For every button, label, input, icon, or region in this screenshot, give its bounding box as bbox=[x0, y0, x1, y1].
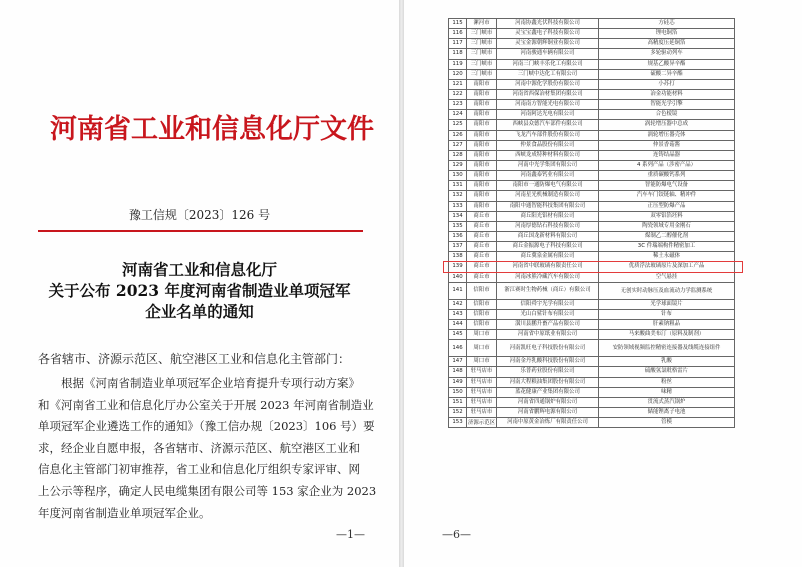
cell-company: 河南金丹乳酸科技股份有限公司 bbox=[497, 357, 599, 367]
cell-city: 南阳市 bbox=[467, 79, 497, 89]
cell-company: 光山白鲨针布有限公司 bbox=[497, 309, 599, 319]
table-row bbox=[449, 418, 735, 428]
cell-product: 储能锂离子电池 bbox=[599, 407, 735, 417]
cell-city: 驻马店市 bbox=[467, 377, 497, 387]
cell-product: 智能防爆电气设备 bbox=[599, 181, 735, 191]
cell-company: 河南厚德钻石科技有限公司 bbox=[497, 221, 599, 231]
cell-company: 河南省中原纸业有限公司 bbox=[497, 330, 599, 340]
cell-city: 南阳市 bbox=[467, 181, 497, 191]
cell-city: 南阳市 bbox=[467, 110, 497, 120]
cell-city: 济源示范区 bbox=[467, 418, 497, 428]
cell-city: 三门峡市 bbox=[467, 49, 497, 59]
cell-product: 马来酸曲美布汀（原料及制剂） bbox=[599, 330, 735, 340]
notice-title-line: 企业名单的通知 bbox=[145, 302, 254, 321]
cell-company: 蓝花健康产业集团有限公司 bbox=[497, 387, 599, 397]
body-line: 和《河南省工业和信息化厅办公室关于开展 2023 年河南省制造业 bbox=[38, 397, 374, 412]
table-row bbox=[449, 19, 735, 29]
cell-city: 南阳市 bbox=[467, 89, 497, 99]
cell-city: 周口市 bbox=[467, 340, 497, 357]
cell-product: 锂电铜箔 bbox=[599, 29, 735, 39]
body-line: 求，经企业自愿申报，各省辖市、济源示范区、航空港区工业和 bbox=[38, 440, 360, 455]
cell-product: 方硅芯 bbox=[599, 19, 735, 29]
cell-city: 南阳市 bbox=[467, 160, 497, 170]
cell-company: 飞龙汽车部件股份有限公司 bbox=[497, 130, 599, 140]
cell-city: 三门峡市 bbox=[467, 39, 497, 49]
cell-no: 136 bbox=[449, 231, 467, 241]
cell-company: 河南南方智能光电有限公司 bbox=[497, 100, 599, 110]
table-row bbox=[449, 191, 735, 201]
cell-company: 河南阿达光电有限公司 bbox=[497, 110, 599, 120]
page-number-right: —6— bbox=[442, 528, 471, 541]
cell-city: 驻马店市 bbox=[467, 407, 497, 417]
table-row bbox=[449, 407, 735, 417]
cell-product: 汽车车门铰链轴、精冲件 bbox=[599, 191, 735, 201]
table-row bbox=[449, 377, 735, 387]
cell-no: 148 bbox=[449, 367, 467, 377]
cell-city: 信阳市 bbox=[467, 309, 497, 319]
table-row bbox=[449, 69, 735, 79]
cell-no: 147 bbox=[449, 357, 467, 367]
cell-product: 涡轮增压器中总成 bbox=[599, 120, 735, 130]
cell-no: 118 bbox=[449, 49, 467, 59]
table-row bbox=[449, 367, 735, 377]
cell-company: 西峡龙成特种材料有限公司 bbox=[497, 150, 599, 160]
cell-no: 139 bbox=[449, 262, 467, 272]
cell-product: 针布 bbox=[599, 309, 735, 319]
cell-company: 西峡县众德汽车部件有限公司 bbox=[497, 120, 599, 130]
notice-title bbox=[0, 259, 399, 322]
cell-no: 146 bbox=[449, 340, 467, 357]
notice-title-line: 关于公布 2023 年度河南省制造业单项冠军 bbox=[48, 281, 351, 300]
table-row bbox=[449, 100, 735, 110]
cell-no: 151 bbox=[449, 397, 467, 407]
cell-product: 优质浮法玻璃原片及深加工产品 bbox=[599, 262, 735, 272]
cell-city: 三门峡市 bbox=[467, 69, 497, 79]
cell-no: 149 bbox=[449, 377, 467, 387]
cell-city: 南阳市 bbox=[467, 150, 497, 160]
cell-company: 南阳中通智能科技集团有限公司 bbox=[497, 201, 599, 211]
cell-city: 三门峡市 bbox=[467, 59, 497, 69]
table-row bbox=[449, 387, 735, 397]
document-header-title: 河南省工业和信息化厅文件 bbox=[50, 114, 374, 145]
cell-city: 商丘市 bbox=[467, 262, 497, 272]
cell-no: 126 bbox=[449, 130, 467, 140]
cell-product: 粉丝 bbox=[599, 377, 735, 387]
cell-no: 130 bbox=[449, 171, 467, 181]
cell-company: 三门峡中达化工有限公司 bbox=[497, 69, 599, 79]
cell-no: 142 bbox=[449, 299, 467, 309]
cell-company: 商丘国龙新材料有限公司 bbox=[497, 231, 599, 241]
cell-product: 味精 bbox=[599, 387, 735, 397]
cell-company: 浙江赛时生物药械（商丘）有限公司 bbox=[497, 282, 599, 299]
cell-product: 冶金功能材料 bbox=[599, 89, 735, 99]
cell-company: 河南中源化学股份有限公司 bbox=[497, 79, 599, 89]
table-row bbox=[449, 160, 735, 170]
table-row bbox=[449, 140, 735, 150]
cell-city: 商丘市 bbox=[467, 221, 497, 231]
cell-city: 商丘市 bbox=[467, 242, 497, 252]
cell-product: 小苏打 bbox=[599, 79, 735, 89]
cell-no: 116 bbox=[449, 29, 467, 39]
cell-city: 商丘市 bbox=[467, 252, 497, 262]
cell-no: 119 bbox=[449, 59, 467, 69]
cell-city: 南阳市 bbox=[467, 140, 497, 150]
cell-company: 商丘阳光铝材有限公司 bbox=[497, 211, 599, 221]
cell-city: 南阳市 bbox=[467, 191, 497, 201]
cell-city: 南阳市 bbox=[467, 201, 497, 211]
cell-company: 河南冰熊冷藏汽车有限公司 bbox=[497, 272, 599, 282]
table-row bbox=[449, 299, 735, 309]
table-row bbox=[449, 49, 735, 59]
cell-company: 河南省四通锅炉有限公司 bbox=[497, 397, 599, 407]
body-line: 单项冠军企业遴选工作的通知》（豫工信办规〔2023〕106 号）要 bbox=[38, 419, 375, 434]
cell-no: 140 bbox=[449, 272, 467, 282]
cell-no: 145 bbox=[449, 330, 467, 340]
cell-no: 153 bbox=[449, 418, 467, 428]
table-row bbox=[449, 211, 735, 221]
cell-no: 124 bbox=[449, 110, 467, 120]
cell-product: 硫酸氢氯吡格雷片 bbox=[599, 367, 735, 377]
cell-company: 灵宝金源朝辉铜业有限公司 bbox=[497, 39, 599, 49]
table-row bbox=[449, 231, 735, 241]
champion-list-body bbox=[449, 19, 735, 428]
cell-no: 129 bbox=[449, 160, 467, 170]
table-row bbox=[449, 272, 735, 282]
cell-no: 125 bbox=[449, 120, 467, 130]
cell-company: 河南省中联玻璃有限责任公司 bbox=[497, 262, 599, 272]
left-page bbox=[0, 0, 399, 567]
cell-company: 灵宝宝鑫电子科技有限公司 bbox=[497, 29, 599, 39]
cell-no: 144 bbox=[449, 319, 467, 329]
cell-product: 合色棱镜 bbox=[599, 110, 735, 120]
cell-no: 117 bbox=[449, 39, 467, 49]
table-row bbox=[449, 110, 735, 120]
cell-company: 河南骏通车辆有限公司 bbox=[497, 49, 599, 59]
cell-city: 驻马店市 bbox=[467, 367, 497, 377]
cell-product: 多轮驱动列车 bbox=[599, 49, 735, 59]
cell-product: 4 系列产品（涉密产品） bbox=[599, 160, 735, 170]
cell-company: 商丘金振源电子科技有限公司 bbox=[497, 242, 599, 252]
body-text bbox=[38, 373, 377, 524]
cell-product: 硫酸二异辛酯 bbox=[599, 69, 735, 79]
cell-company: 潢川县鹏升畜产品有限公司 bbox=[497, 319, 599, 329]
cell-city: 信阳市 bbox=[467, 319, 497, 329]
cell-city: 周口市 bbox=[467, 357, 497, 367]
cell-city: 南阳市 bbox=[467, 171, 497, 181]
table-row bbox=[449, 340, 735, 357]
table-row bbox=[449, 39, 735, 49]
cell-product: 规基乙酸异辛酯 bbox=[599, 59, 735, 69]
cell-no: 134 bbox=[449, 211, 467, 221]
table-row bbox=[449, 201, 735, 211]
body-line: 年度河南省制造业单项冠军企业。 bbox=[38, 505, 211, 520]
notice-title-line: 河南省工业和信息化厅 bbox=[121, 260, 277, 279]
cell-company: 河南三门峡丰乐化工有限公司 bbox=[497, 59, 599, 69]
body-line: 根据《河南省制造业单项冠军企业培育提升专项行动方案》 bbox=[61, 376, 360, 390]
cell-no: 143 bbox=[449, 309, 467, 319]
cell-product: 稀土永磁体 bbox=[599, 252, 735, 262]
cell-product: 3C 件瑞端构件精密加工 bbox=[599, 242, 735, 252]
table-row bbox=[449, 221, 735, 231]
cell-company: 乐普药业股份有限公司 bbox=[497, 367, 599, 377]
cell-city: 商丘市 bbox=[467, 211, 497, 221]
table-row bbox=[449, 242, 735, 252]
cell-no: 150 bbox=[449, 387, 467, 397]
cell-company: 南阳市一通防爆电气有限公司 bbox=[497, 181, 599, 191]
cell-product: 双零铝箔坯料 bbox=[599, 211, 735, 221]
cell-product: 无创实时动脉压及血流动力学监测系统 bbox=[599, 282, 735, 299]
table-row bbox=[449, 150, 735, 160]
document-number: 豫工信规〔2023〕126 号 bbox=[128, 208, 271, 222]
salutation: 各省辖市、济源示范区、航空港区工业和信息化主管部门： bbox=[38, 352, 351, 366]
cell-no: 132 bbox=[449, 191, 467, 201]
table-row bbox=[449, 29, 735, 39]
table-row bbox=[449, 357, 735, 367]
cell-city: 南阳市 bbox=[467, 100, 497, 110]
cell-company: 河南鑫泰钙业有限公司 bbox=[497, 171, 599, 181]
cell-city: 南阳市 bbox=[467, 120, 497, 130]
table-row bbox=[449, 89, 735, 99]
table-row bbox=[449, 171, 735, 181]
table-row bbox=[449, 309, 735, 319]
cell-city: 商丘市 bbox=[467, 272, 497, 282]
table-row bbox=[449, 397, 735, 407]
cell-product: 管模 bbox=[599, 418, 735, 428]
cell-product: 正压型防爆产品 bbox=[599, 201, 735, 211]
cell-product: 智能光学引擎 bbox=[599, 100, 735, 110]
page-number-left: —1— bbox=[336, 528, 365, 541]
cell-city: 驻马店市 bbox=[467, 397, 497, 407]
cell-no: 152 bbox=[449, 407, 467, 417]
cell-no: 137 bbox=[449, 242, 467, 252]
champion-list-table bbox=[448, 18, 735, 428]
cell-company: 河南星光机械制造有限公司 bbox=[497, 191, 599, 201]
cell-product: 涡轮增压器壳体 bbox=[599, 130, 735, 140]
cell-product: 安防领域视频监控精密连接器及线缆连接组件 bbox=[599, 340, 735, 357]
cell-no: 135 bbox=[449, 221, 467, 231]
cell-company: 河南大程粮油集团股份有限公司 bbox=[497, 377, 599, 387]
table-row bbox=[449, 330, 735, 340]
table-row bbox=[449, 319, 735, 329]
highlight-box bbox=[443, 261, 743, 273]
table-row bbox=[449, 59, 735, 69]
cell-no: 122 bbox=[449, 89, 467, 99]
cell-product: 空气悬挂 bbox=[599, 272, 735, 282]
table-row bbox=[449, 181, 735, 191]
cell-product: 贯流式蒸汽锅炉 bbox=[599, 397, 735, 407]
cell-no: 123 bbox=[449, 100, 467, 110]
cell-company: 信阳舜宇光学有限公司 bbox=[497, 299, 599, 309]
body-line: 信息化主管部门初审推荐，省工业和信息化厅组织专家评审、网 bbox=[38, 462, 360, 477]
cell-city: 周口市 bbox=[467, 330, 497, 340]
cell-no: 128 bbox=[449, 150, 467, 160]
cell-company: 河南省鹏辉电源有限公司 bbox=[497, 407, 599, 417]
cell-product: 肝素钠粗品 bbox=[599, 319, 735, 329]
cell-product: 光学球面镜片 bbox=[599, 299, 735, 309]
cell-city: 信阳市 bbox=[467, 282, 497, 299]
cell-product: 连铸结晶器 bbox=[599, 150, 735, 160]
cell-product: 乳酸 bbox=[599, 357, 735, 367]
cell-no: 120 bbox=[449, 69, 467, 79]
cell-company: 河南协鑫光伏科技有限公司 bbox=[497, 19, 599, 29]
red-divider-line bbox=[38, 230, 363, 232]
cell-product: 重质碳酸钙系列 bbox=[599, 171, 735, 181]
cell-product: 仲景香菇酱 bbox=[599, 140, 735, 150]
table-row bbox=[449, 120, 735, 130]
cell-city: 信阳市 bbox=[467, 299, 497, 309]
cell-company: 河南中原黄金冶炼厂有限责任公司 bbox=[497, 418, 599, 428]
table-row bbox=[449, 282, 735, 299]
table-row bbox=[449, 79, 735, 89]
cell-company: 河南中光学集团有限公司 bbox=[497, 160, 599, 170]
cell-company: 仲景食品股份有限公司 bbox=[497, 140, 599, 150]
cell-no: 115 bbox=[449, 19, 467, 29]
cell-no: 121 bbox=[449, 79, 467, 89]
cell-no: 141 bbox=[449, 282, 467, 299]
cell-no: 131 bbox=[449, 181, 467, 191]
table-row bbox=[449, 130, 735, 140]
cell-product: 煤制乙二醇催化剂 bbox=[599, 231, 735, 241]
cell-no: 127 bbox=[449, 140, 467, 150]
cell-city: 漯河市 bbox=[467, 19, 497, 29]
cell-company: 河南省西保冶材集团有限公司 bbox=[497, 89, 599, 99]
cell-no: 138 bbox=[449, 252, 467, 262]
body-line: 上公示等程序，确定人民电缆集团有限公司等 153 家企业为 2023 bbox=[38, 483, 377, 498]
cell-product: 高精度压延铜箔 bbox=[599, 39, 735, 49]
cell-city: 三门峡市 bbox=[467, 29, 497, 39]
cell-company: 河南凯旺电子科技股份有限公司 bbox=[497, 340, 599, 357]
cell-no: 133 bbox=[449, 201, 467, 211]
cell-company: 商丘冀泉金属有限公司 bbox=[497, 252, 599, 262]
cell-product: 陶瓷领域专用金刚石 bbox=[599, 221, 735, 231]
cell-city: 驻马店市 bbox=[467, 387, 497, 397]
cell-city: 商丘市 bbox=[467, 231, 497, 241]
cell-city: 南阳市 bbox=[467, 130, 497, 140]
